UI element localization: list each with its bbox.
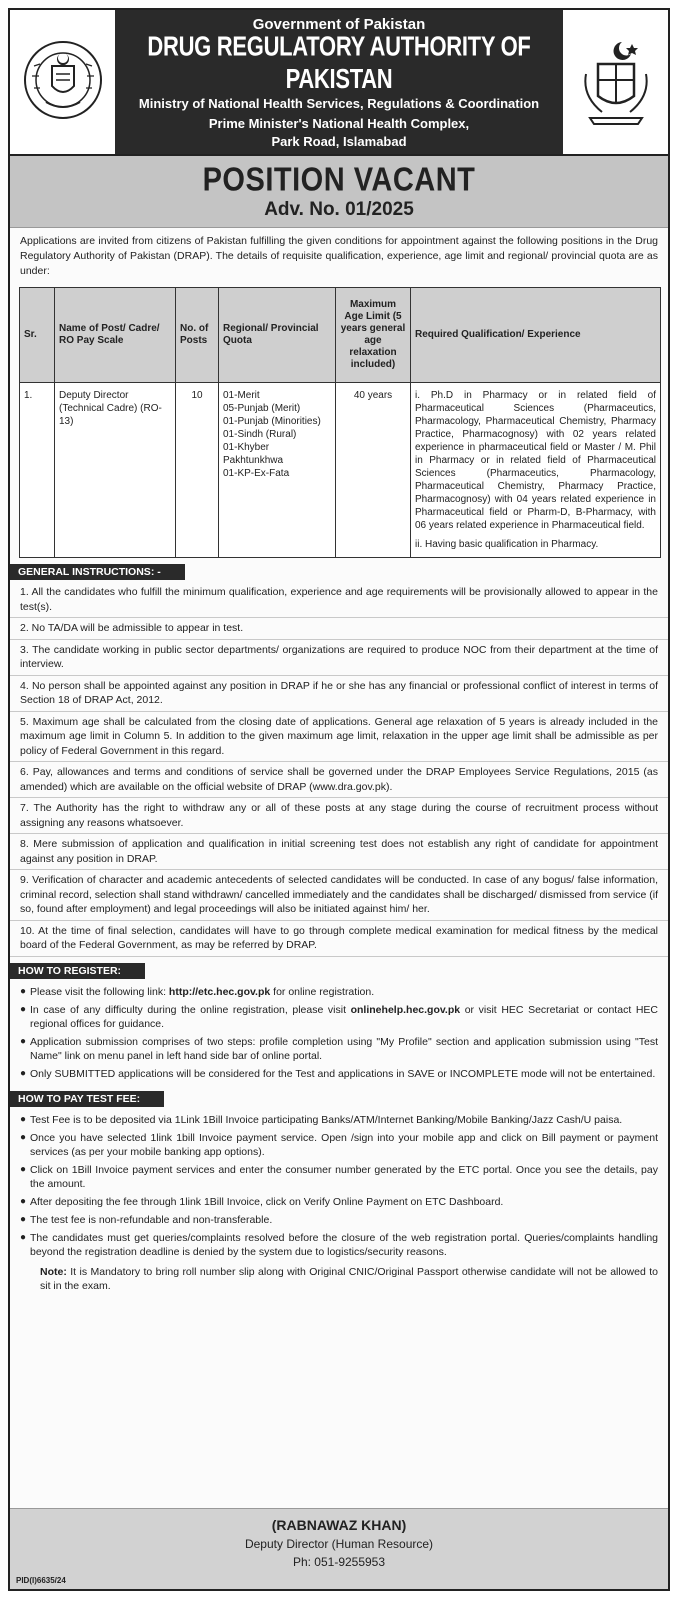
item-text: for online registration. xyxy=(270,985,375,998)
register-list xyxy=(10,981,668,1081)
general-instructions-heading: GENERAL INSTRUCTIONS: - xyxy=(10,564,185,580)
note-text: It is Mandatory to bring roll number slip along with Original CNIC/Original Passport otherwise candidate will not be allowed to sit in the exam. xyxy=(40,1265,658,1292)
item-text: After depositing the fee through 1link 1Bill Invoice, click on Verify Online Payment on ETC Dashboard. xyxy=(30,1195,504,1208)
help-link[interactable]: onlinehelp.hec.gov.pk xyxy=(350,1003,461,1016)
item-text: Application submission comprises of two steps: profile completion using "My Profile" section and application submission using "Test Name" link on menu panel in left hand side bar of online portal. xyxy=(30,1035,658,1062)
column-header: Maximum Age Limit (5 years general age relaxation included) xyxy=(336,288,411,383)
note-label: Note: xyxy=(40,1265,67,1278)
title-band xyxy=(10,156,668,228)
quota-cell xyxy=(219,383,336,558)
table-row xyxy=(20,383,661,558)
item-text: Once you have selected 1link 1bill Invoice payment service. Open /sign into your mobile app and click on Bill payment or payment services (as per your mobile banking app options). xyxy=(30,1131,658,1158)
qualification-item: ii. Having basic qualification in Pharmacy. xyxy=(415,539,599,550)
table-header-row xyxy=(20,288,661,383)
signatory-phone: Ph: 051-9255953 xyxy=(292,1555,386,1569)
bullet-icon: ● xyxy=(20,985,27,997)
advertisement xyxy=(8,8,670,1591)
bullet-icon: ● xyxy=(20,1035,27,1047)
header-text xyxy=(115,10,563,154)
general-instructions xyxy=(10,582,668,957)
bullet-icon: ● xyxy=(20,1231,27,1243)
pid-number: PID(I)6635/24 xyxy=(16,1576,66,1585)
advertisement-number: Adv. No. 01/2025 xyxy=(264,199,414,220)
quota-item: 01-Sindh (Rural) xyxy=(223,429,297,440)
bullet-icon: ● xyxy=(20,1067,27,1079)
header xyxy=(10,10,668,156)
quota-item: 01-Khyber Pakhtunkhwa xyxy=(223,442,284,466)
list-item xyxy=(20,1035,658,1063)
instruction-item: 7. The Authority has the right to withdraw any or all of these posts at any stage during the course of recruitment process without assigning any reasons whatsoever. xyxy=(10,798,668,834)
list-item xyxy=(20,1003,658,1031)
bullet-icon: ● xyxy=(20,1003,27,1015)
signature-block xyxy=(10,1508,668,1589)
quota-item: 01-Merit xyxy=(223,390,260,401)
qualification-cell xyxy=(411,383,661,558)
column-header: Regional/ Provincial Quota xyxy=(219,288,336,383)
list-item xyxy=(20,1163,658,1191)
fee-list xyxy=(10,1109,668,1259)
quota-item: 01-Punjab (Minorities) xyxy=(223,416,321,427)
positions-table xyxy=(19,287,661,558)
column-header: Required Qualification/ Experience xyxy=(411,288,661,383)
signatory-name: (RABNAWAZ KHAN) xyxy=(271,1517,407,1533)
instruction-item: 9. Verification of character and academic antecedents of selected candidates will be conducted. In case of any bogus/ false information, criminal record, selection shall stand withdrawn/ cancelled immediately and the candidates shall be discharged/ dismissed from service (if so, found after employment) and legal proceedings will also be initiated against him/ her. xyxy=(10,870,668,921)
ministry-name: Ministry of National Health Services, Regulations & Coordination xyxy=(138,96,540,111)
item-text: or visit HEC Secretariat or contact HEC regional offices for guidance. xyxy=(30,1003,658,1030)
intro-paragraph: Applications are invited from citizens of Pakistan fulfilling the given conditions for appointment against the following positions in the Drug Regulatory Authority of Pakistan (DRAP). The details of requisite qualification, experience, age limit and regional/ provincial quota are as under: xyxy=(20,235,658,277)
list-item xyxy=(20,1195,658,1209)
pakistan-emblem-icon xyxy=(576,34,656,130)
item-text: Click on 1Bill Invoice payment services and enter the consumer number generated by the ETC portal. Once you see the details, pay the amount. xyxy=(30,1163,658,1190)
instruction-item: 8. Mere submission of application and qualification in initial screening test does not establish any right of candidate for appointment against any position in DRAP. xyxy=(10,834,668,870)
authority-name: DRUG REGULATORY AUTHORITY OF PAKISTAN xyxy=(147,30,531,95)
list-item xyxy=(20,1213,658,1227)
bullet-icon: ● xyxy=(20,1195,27,1207)
column-header: No. of Posts xyxy=(176,288,219,383)
instruction-item: 4. No person shall be appointed against any position in DRAP if he or she has any financial or professional conflict of interest in terms of Section 18 of DRAP Act, 2012. xyxy=(10,676,668,712)
quota-item: 05-Punjab (Merit) xyxy=(223,403,301,414)
item-text: Test Fee is to be deposited via 1Link 1Bill Invoice participating Banks/ATM/Internet Banking/Mobile Banking/Jazz Cash/U paisa. xyxy=(30,1113,623,1126)
list-item xyxy=(20,985,658,999)
instruction-item: 1. All the candidates who fulfill the minimum qualification, experience and age requirements will be provisionally allowed to appear in the test(s). xyxy=(10,582,668,618)
government-label: Government of Pakistan xyxy=(252,16,426,33)
drap-logo xyxy=(10,10,115,154)
column-header: Sr. xyxy=(20,288,55,383)
item-text: In case of any difficulty during the online registration, please visit xyxy=(30,1003,351,1016)
address: Park Road, Islamabad xyxy=(271,134,407,149)
government-emblem xyxy=(563,10,668,154)
how-to-pay-heading: HOW TO PAY TEST FEE: xyxy=(10,1091,164,1107)
posts-cell: 10 xyxy=(176,383,219,558)
bullet-icon: ● xyxy=(20,1113,27,1125)
item-text: The test fee is non-refundable and non-transferable. xyxy=(30,1213,273,1226)
quota-item: 01-KP-Ex-Fata xyxy=(223,468,290,479)
position-vacant-title: POSITION VACANT xyxy=(202,161,476,199)
list-item xyxy=(20,1131,658,1159)
instruction-item: 2. No TA/DA will be admissible to appear in test. xyxy=(10,618,668,640)
item-text: Please visit the following link: xyxy=(30,985,169,998)
signatory-designation: Deputy Director (Human Resource) xyxy=(244,1537,434,1551)
instruction-item: 10. At the time of final selection, candidates will have to go through complete medical examination for medical fitness by the medical board of the Federal Government, as may be referred by DRAP. xyxy=(10,921,668,957)
column-header: Name of Post/ Cadre/ RO Pay Scale xyxy=(55,288,176,383)
item-text: Only SUBMITTED applications will be considered for the Test and applications in SAVE or INCOMPLETE mode will not be entertained. xyxy=(30,1067,656,1080)
list-item xyxy=(20,1231,658,1259)
sr-cell: 1. xyxy=(20,383,55,558)
registration-link[interactable]: http://etc.hec.gov.pk xyxy=(168,985,271,998)
note xyxy=(10,1263,668,1297)
instruction-item: 6. Pay, allowances and terms and conditions of service shall be governed under the DRAP Employees Service Regulations, 2015 (as amended) which are available on the official website of DRAP (www.dra.gov.pk). xyxy=(10,762,668,798)
qualification-item: i. Ph.D in Pharmacy or in related field of Pharmaceutical Sciences (Pharmaceutics, Pharmacology, Pharmaceutical Chemistry, Pharmacy Practice, Pharmacognosy) with 02 years related experience in pharmaceutical field or Master / M. Phil in Pharmacy or in related field of Pharmaceutical Sciences (Pharmaceutics, Pharmacology, Pharmaceutical Chemistry, Pharmacy Practice, Pharmacognosy) with 04 years related experience in Pharmaceutical field or Pharm-D, B-Pharmacy, with 06 years related experience in Pharmaceutical field. xyxy=(415,390,656,531)
post-cell: Deputy Director (Technical Cadre) (RO-13) xyxy=(55,383,176,558)
list-item xyxy=(20,1113,658,1127)
instruction-item: 3. The candidate working in public sector departments/ organizations are required to produce NOC from their department at the time of interview. xyxy=(10,640,668,676)
complex-name: Prime Minister's National Health Complex, xyxy=(208,116,470,131)
instruction-item: 5. Maximum age shall be calculated from the closing date of applications. General age relaxation of 5 years is already included in the maximum age limit in Column 5. In addition to the given maximum age limit, relaxation in the upper age limit shall be admissible as per policy of Federal Government in this regard. xyxy=(10,712,668,763)
how-to-register-heading: HOW TO REGISTER: xyxy=(10,963,145,979)
drap-seal-icon xyxy=(22,36,104,128)
item-text: The candidates must get queries/complaints resolved before the closure of the web registration portal. Queries/complaints handling beyond the registration deadline is denied by the system due to logistics/security reasons. xyxy=(30,1231,658,1258)
list-item xyxy=(20,1067,658,1081)
bullet-icon: ● xyxy=(20,1213,27,1225)
bullet-icon: ● xyxy=(20,1163,27,1175)
age-cell: 40 years xyxy=(336,383,411,558)
bullet-icon: ● xyxy=(20,1131,27,1143)
